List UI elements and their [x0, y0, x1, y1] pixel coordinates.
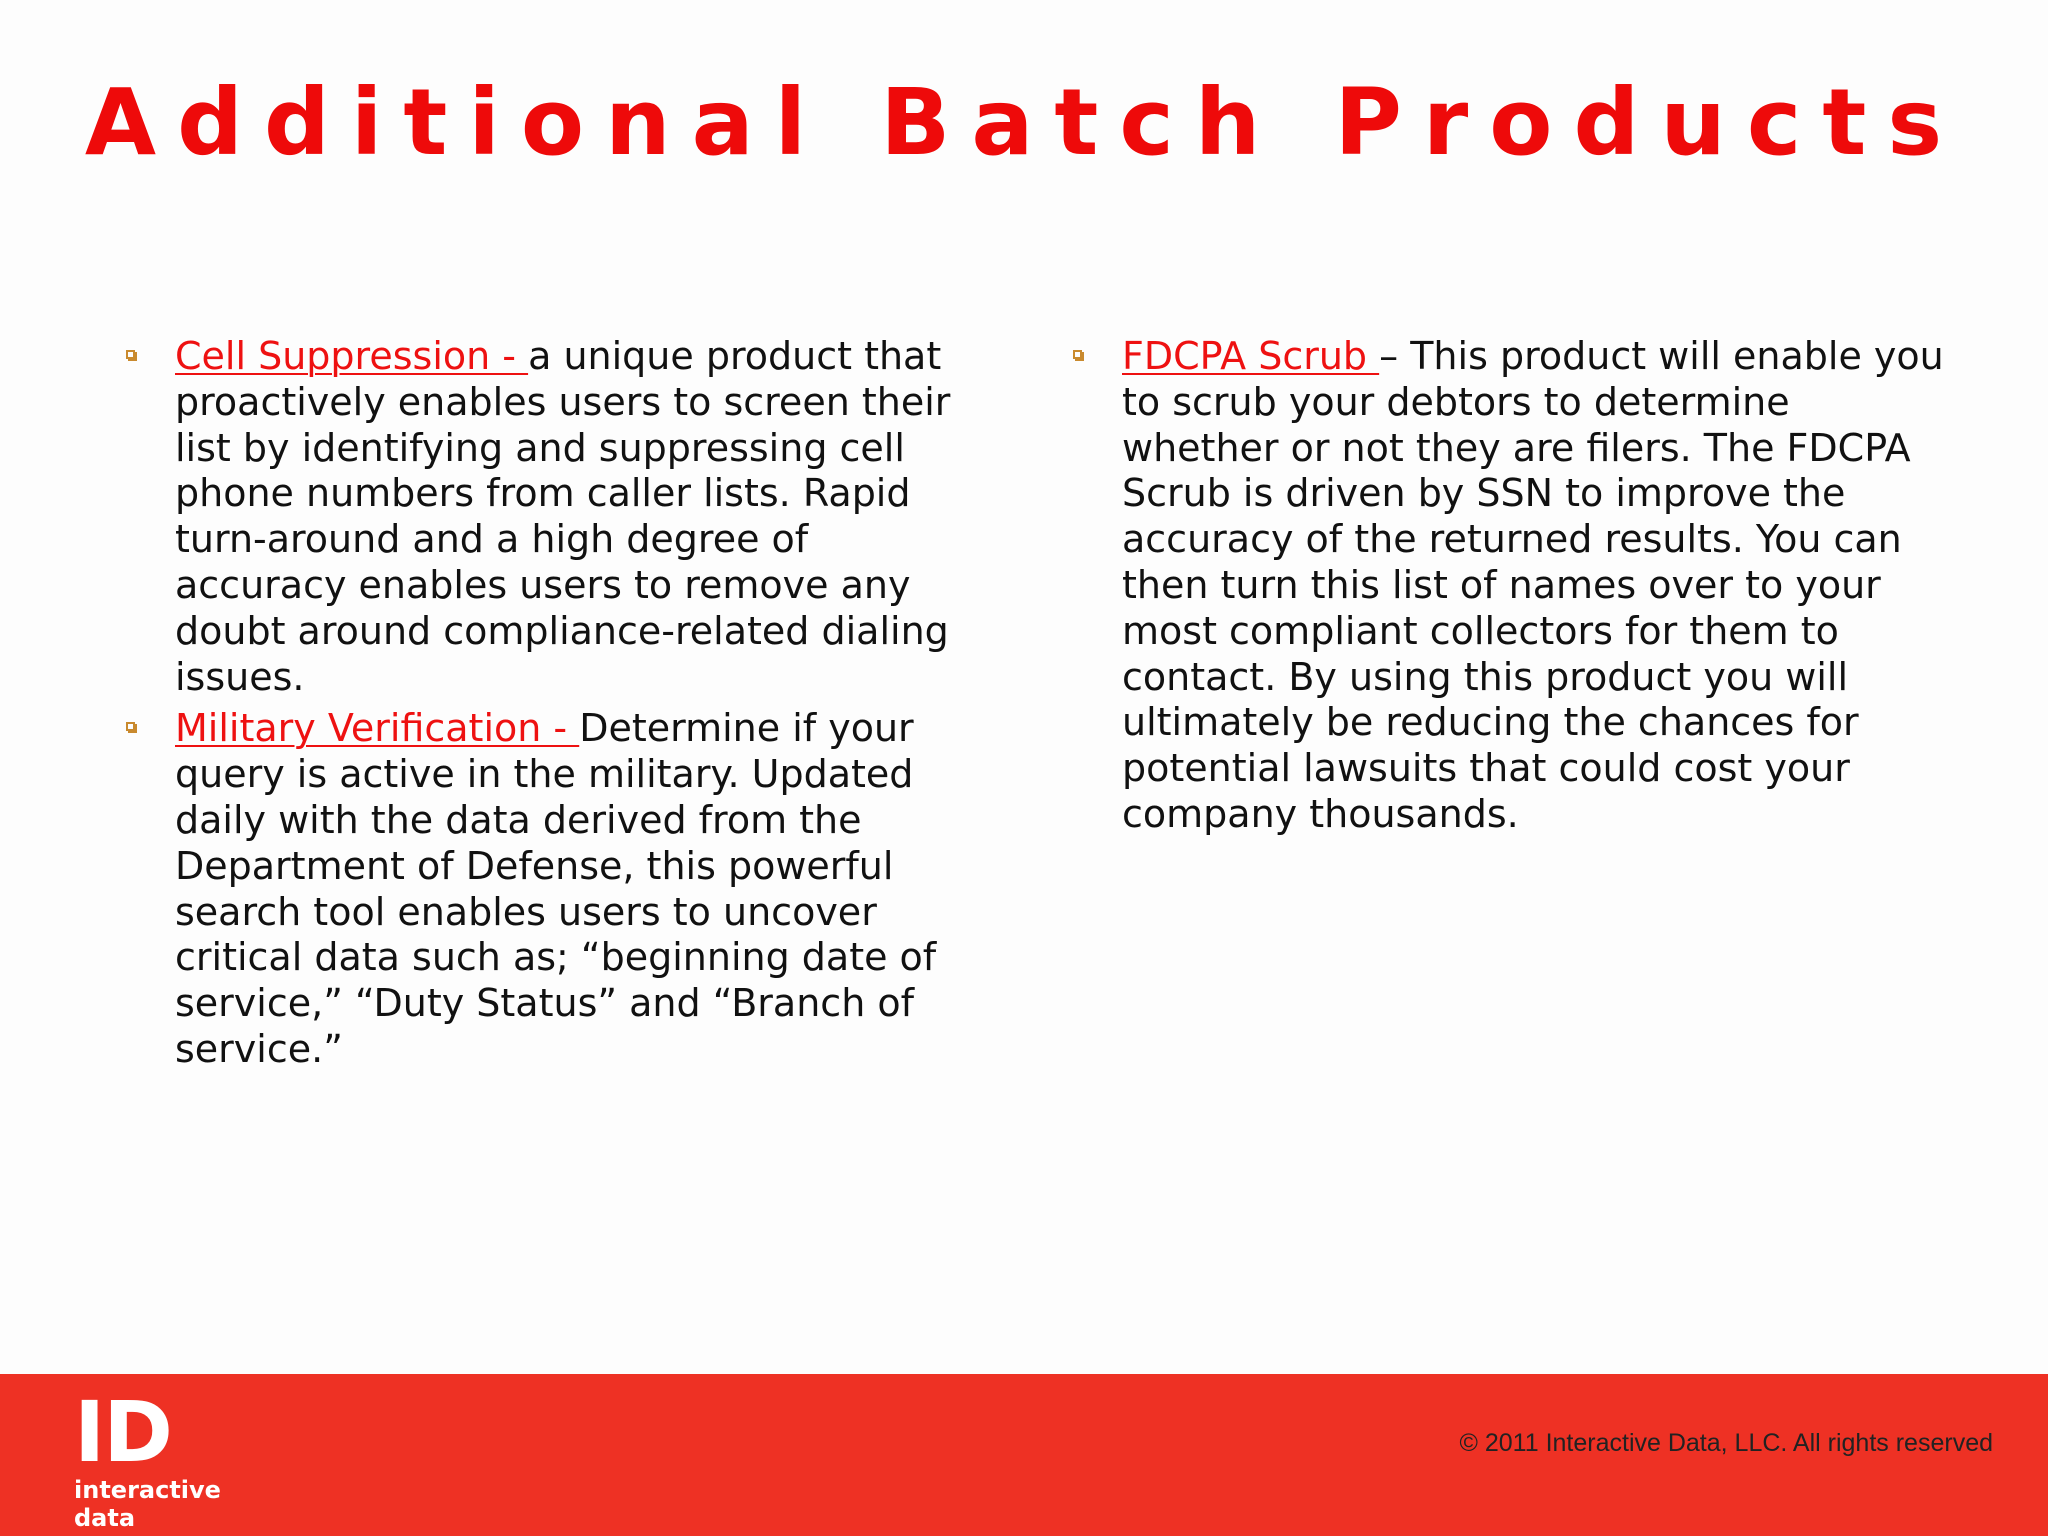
cell-suppression-description: a unique product that proactively enables users to screen their list by identifying and suppressing cell phone numbers from caller lists. Rapid turn-around and a high degree of accuracy enables users to remove any doubt around compliance-related dialing issues.	[175, 334, 951, 699]
square-bullet-icon	[1073, 350, 1082, 359]
cell-suppression-link[interactable]: Cell Suppression -	[175, 334, 529, 378]
copyright-notice: © 2011 Interactive Data, LLC. All rights reserved	[1459, 1429, 1993, 1457]
list-item	[120, 334, 980, 700]
logo-word-interactive: interactive	[74, 1476, 221, 1504]
left-column	[120, 334, 980, 1079]
square-bullet-icon	[126, 350, 135, 359]
military-verification-link[interactable]: Military Verification -	[175, 706, 580, 751]
list-item	[120, 706, 980, 1072]
square-bullet-icon	[126, 722, 135, 731]
fdcpa-scrub-description: – This product will enable you to scrub your debtors to determine whether or not they are filers. The FDCPA Scrub is driven by SSN to improve the accuracy of the returned results. You can then turn this list of names over to your most compliant collectors for them to contact. By using this product you will ultimately be reducing the chances for potential lawsuits that could cost your company thousands.	[1122, 334, 1944, 836]
logo-word-data: data	[74, 1504, 136, 1532]
slide-title: Additional Batch Products	[84, 69, 1964, 176]
military-verification-description: Determine if your query is active in the military. Updated daily with the data derived from the Department of Defense, this powerful search tool enables users to uncover critical data such as; “beginning date of service,” “Duty Status” and “Branch of service.”	[175, 706, 937, 1071]
fdcpa-scrub-link[interactable]: FDCPA Scrub	[1122, 334, 1380, 378]
right-column	[1067, 334, 1957, 844]
logo-mark: ID	[74, 1383, 171, 1481]
list-item	[1067, 334, 1957, 838]
company-logo	[74, 1383, 221, 1532]
